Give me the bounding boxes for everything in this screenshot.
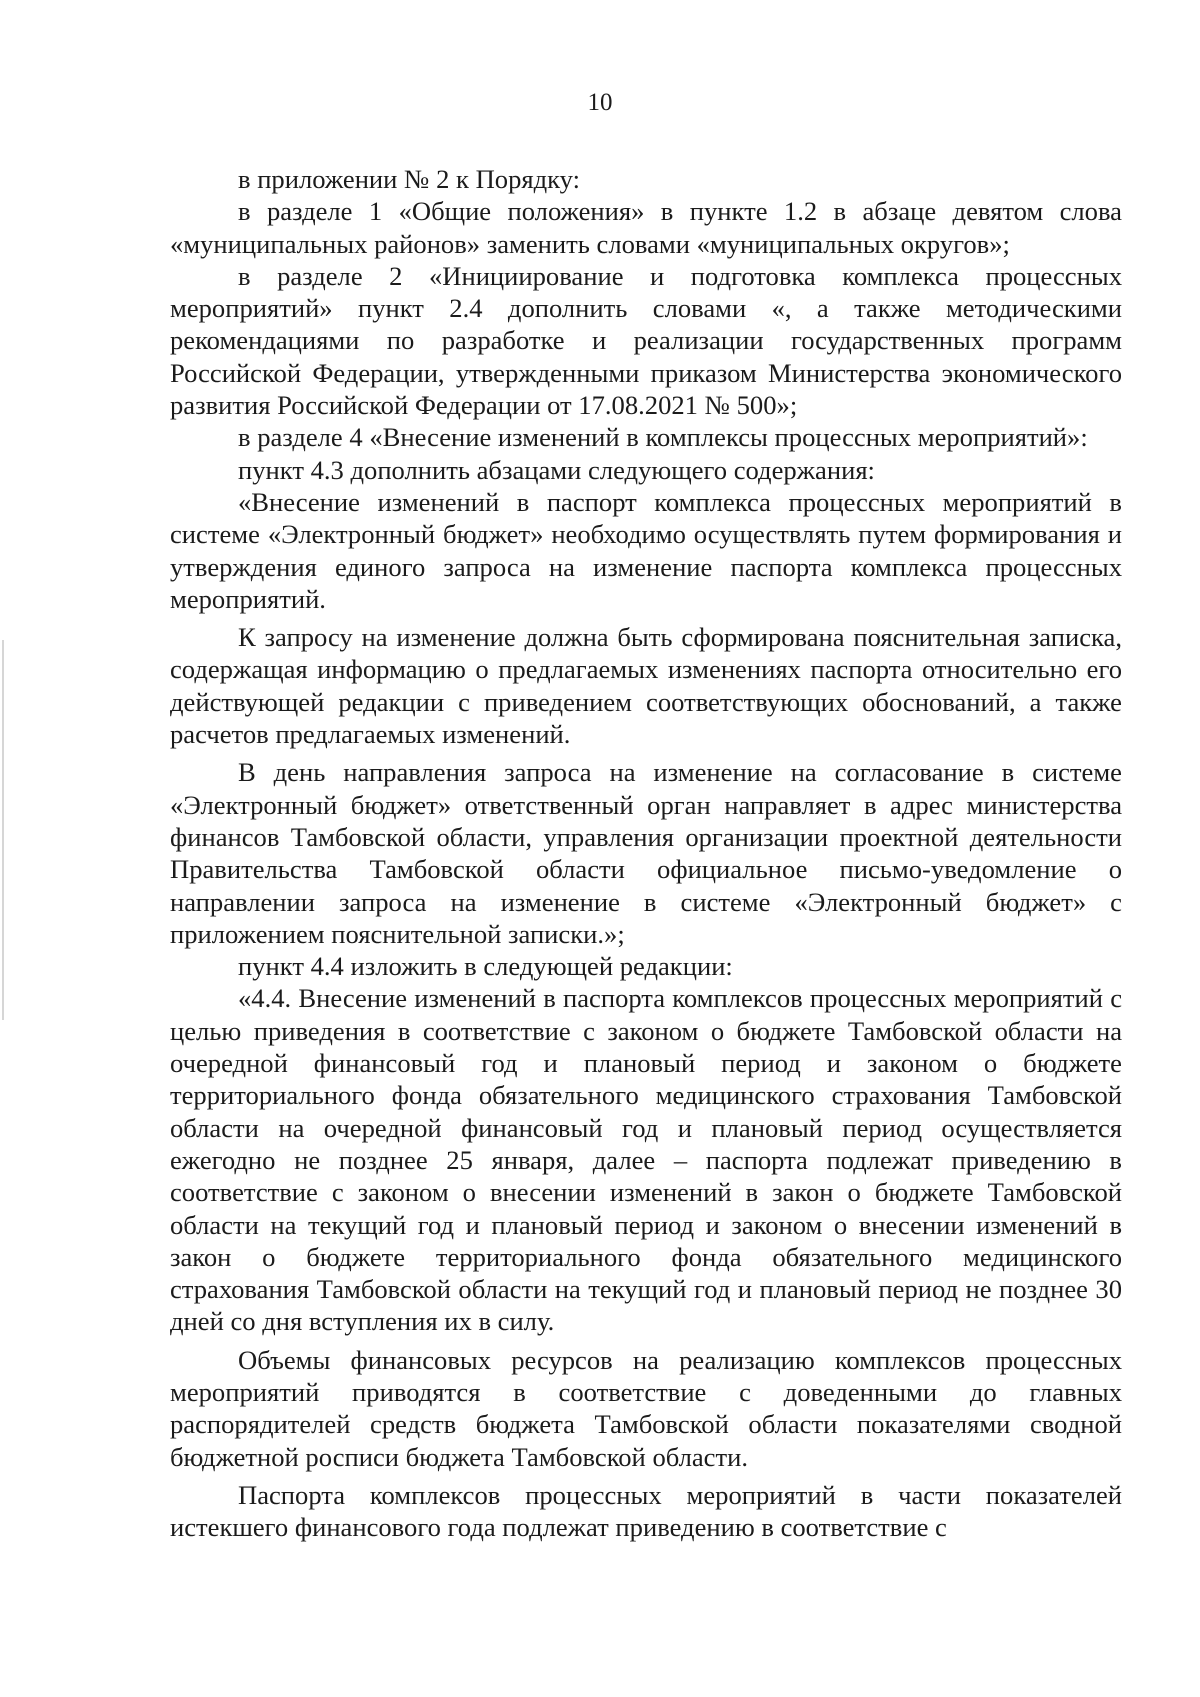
paragraph: пункт 4.3 дополнить абзацами следующего содержания: (238, 454, 875, 485)
paragraph: в разделе 1 «Общие положения» в пункте 1.2 в абзаце девятом слова «муниципальных районов» заменить словами «муниципальных округов»; (170, 196, 1122, 259)
paragraph: «4.4. Внесение изменений в паспорта комплексов процессных мероприятий с целью приведения в соответствие с законом о бюджете Тамбовской области на очередной финансовый год и плановый период и законом о бюджете территориального фонда обязательного медицинского страхования Тамбовской области на очередной финансовый год и плановый период осуществляется ежегодно не позднее 25 января, далее – паспорта подлежат приведению в соответствие с законом о внесении изменений в закон о бюджете Тамбовской области на текущий год и плановый период и законом о внесении изменений в закон о бюджете территориального фонда обязательного медицинского страхования Тамбовской области на текущий год и плановый период не позднее 30 дней со дня вступления их в силу. (170, 983, 1122, 1337)
paragraph: в приложении № 2 к Порядку: (238, 164, 581, 194)
paragraph: В день направления запроса на изменение на согласование в системе «Электронный бюджет» ответственный орган направляет в адрес министерства финансов Тамбовской области, управления организации проектной деятельности Правительства Тамбовской области официальное письмо-уведомление о направлении запроса на изменение в системе «Электронный бюджет» с приложением пояснительной записки.»; (170, 757, 1122, 949)
paragraph: в разделе 2 «Инициирование и подготовка комплекса процессных мероприятий» пункт 2.4 дополнить словами «, а также методическими рекомендациями по разработке и реализации государственных программ Российской Федерации, утвержденными приказом Министерства экономического развития Российской Федерации от 17.08.2021 № 500»; (170, 260, 1122, 421)
paragraph: К запросу на изменение должна быть сформирована пояснительная записка, содержащая информацию о предлагаемых изменениях паспорта относительно его действующей редакции с приведением соответствующих обоснований, а также расчетов предлагаемых изменений. (170, 622, 1122, 750)
paragraph: «Внесение изменений в паспорт комплекса процессных мероприятий в системе «Электронный бюджет» необходимо осуществлять путем формирования и утверждения единого запроса на изменение паспорта комплекса процессных мероприятий. (170, 486, 1122, 614)
document-body (170, 163, 1122, 1543)
paragraph: Паспорта комплексов процессных мероприятий в части показателей истекшего финансового года подлежат приведению в соответствие с (170, 1479, 1122, 1543)
page-number: 10 (587, 89, 613, 116)
paragraph: в разделе 4 «Внесение изменений в комплексы процессных мероприятий»: (238, 422, 1088, 453)
scan-edge-artifact (2, 640, 4, 1020)
paragraph: Объемы финансовых ресурсов на реализацию комплексов процессных мероприятий приводятся в соответствие с доведенными до главных распорядителей средств бюджета Тамбовской области показателями сводной бюджетной росписи бюджета Тамбовской области. (170, 1344, 1122, 1472)
paragraph: пункт 4.4 изложить в следующей редакции: (238, 951, 733, 982)
